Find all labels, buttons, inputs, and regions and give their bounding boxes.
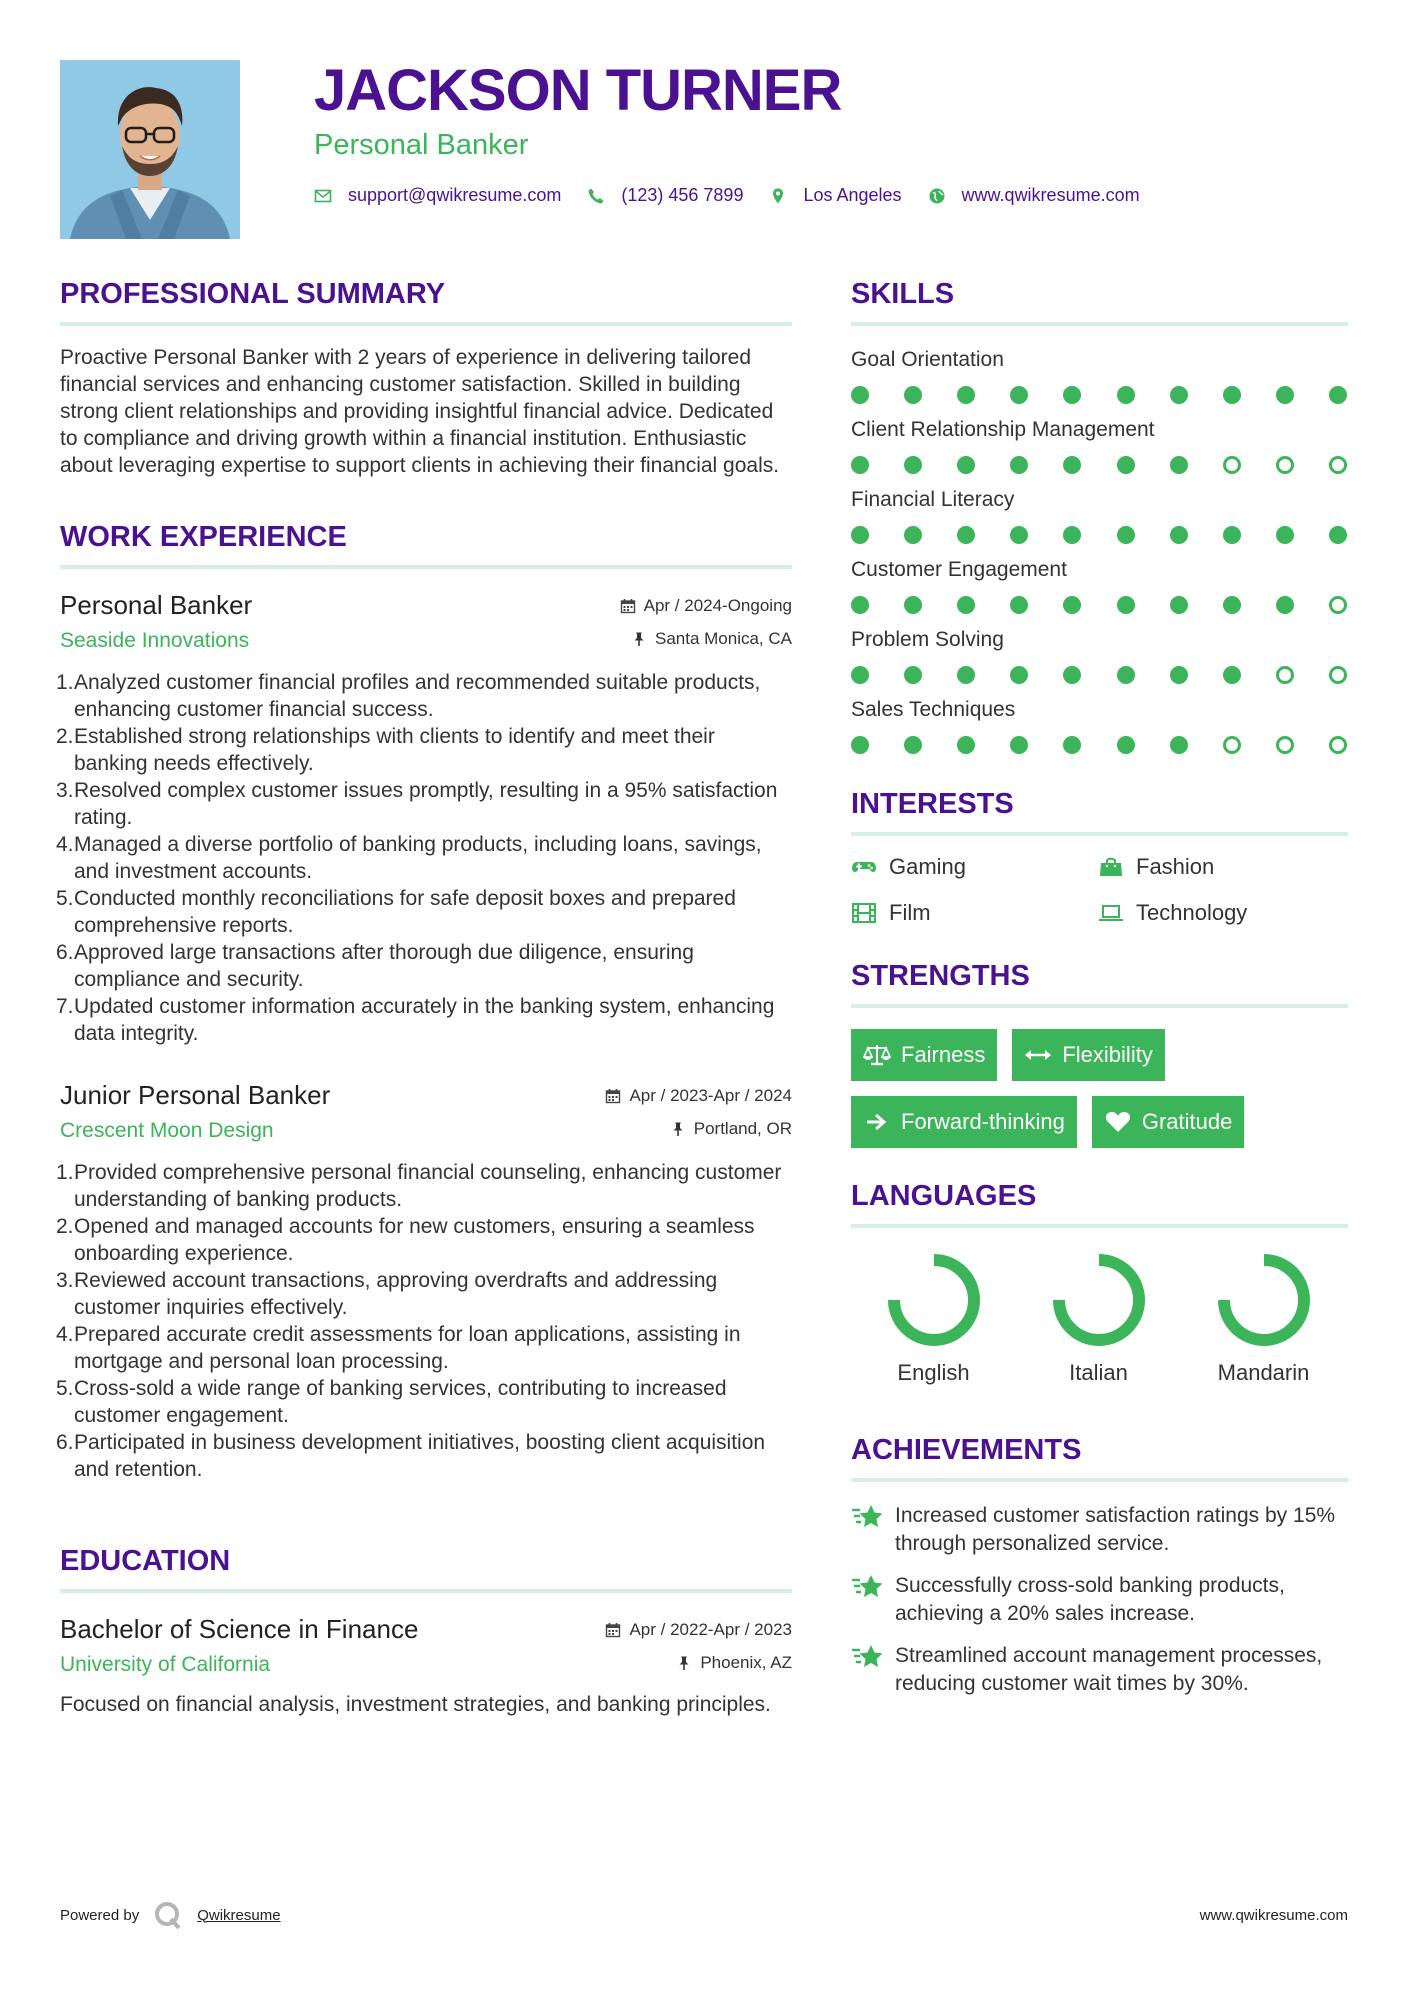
rating-dot-filled: [1170, 596, 1188, 614]
rating-dot-filled: [851, 736, 869, 754]
skill-item: [851, 556, 1348, 614]
qwikresume-link[interactable]: Qwikresume: [197, 1906, 281, 1924]
strength-label: Gratitude: [1141, 1109, 1233, 1134]
bullet-text: Participated in business development initiatives, boosting client acquisition and retention.: [74, 1431, 766, 1481]
job-location-text: Santa Monica, CA: [654, 629, 792, 648]
strength-label: Flexibility: [1062, 1042, 1153, 1067]
strengths-section: [851, 952, 1348, 1148]
bullet-item: [56, 777, 792, 831]
bullet-text: Opened and managed accounts for new customers, ensuring a seamless onboarding experience.: [74, 1215, 755, 1265]
rating-dot-filled: [904, 386, 922, 404]
language-list: [851, 1250, 1348, 1386]
summary-section: [60, 270, 792, 479]
bullet-text: Approved large transactions after thorough due diligence, ensuring compliance and security.: [74, 941, 694, 991]
bullet-number: 5.: [56, 887, 74, 910]
left-column: [56, 270, 792, 1718]
education-entry: [60, 1611, 792, 1718]
bullet-text: Resolved complex customer issues promptly, resulting in a 95% satisfaction rating.: [74, 779, 778, 829]
rating-dot-filled: [1010, 666, 1028, 684]
skill-item: [851, 486, 1348, 544]
star-award-icon: [851, 1572, 885, 1602]
bullet-number: 6.: [56, 941, 74, 964]
globe-icon: [928, 187, 946, 205]
calendar-icon: [620, 598, 636, 614]
education-section: [60, 1537, 792, 1718]
achievement-text: Increased customer satisfaction ratings by 15% through personalized service.: [895, 1504, 1336, 1555]
calendar-icon: [605, 1622, 621, 1638]
rating-dot-empty: [1276, 456, 1294, 474]
interest-label: Film: [889, 900, 931, 925]
rating-dot-empty: [1276, 736, 1294, 754]
skill-name: Problem Solving: [851, 628, 1004, 651]
experience-section: [56, 513, 792, 1483]
bullet-item: [56, 1429, 792, 1483]
rating-dot-filled: [957, 736, 975, 754]
rating-dot-filled: [1010, 456, 1028, 474]
skill-rating: [851, 666, 1348, 684]
job-bullets: [56, 669, 792, 1047]
pushpin-icon: [676, 1655, 692, 1671]
qwikresume-logo-icon: [153, 1900, 183, 1930]
star-award-icon: [851, 1502, 885, 1532]
education-heading: EDUCATION: [60, 1545, 231, 1577]
rating-dot-filled: [957, 386, 975, 404]
rating-dot-filled: [1063, 456, 1081, 474]
strength-label: Forward-thinking: [901, 1109, 1065, 1134]
rating-dot-filled: [851, 526, 869, 544]
strength-badge: [1092, 1096, 1245, 1148]
job-date: [605, 1086, 792, 1106]
skill-rating: [851, 526, 1348, 544]
rating-dot-filled: [1117, 386, 1135, 404]
rating-dot-filled: [1063, 736, 1081, 754]
map-marker-icon: [769, 187, 787, 205]
profile-photo: [60, 60, 240, 239]
rating-dot-filled: [1276, 386, 1294, 404]
interest-label: Technology: [1136, 900, 1248, 925]
bullet-number: 4.: [56, 1323, 74, 1346]
job-header: [60, 587, 792, 623]
education-date-text: Apr / 2022-Apr / 2023: [629, 1620, 792, 1639]
strength-badge: [851, 1096, 1077, 1148]
rating-dot-filled: [1276, 596, 1294, 614]
rating-dot-filled: [1223, 596, 1241, 614]
section-divider: [851, 1004, 1348, 1008]
languages-heading: LANGUAGES: [851, 1180, 1037, 1212]
bullet-item: [56, 723, 792, 777]
job-header: [60, 1077, 792, 1113]
arrows-horizontal-icon: [1024, 1043, 1052, 1067]
bullet-text: Updated customer information accurately in the banking system, enhancing data integrity.: [74, 995, 775, 1045]
bullet-item: [56, 1375, 792, 1429]
rating-dot-filled: [1010, 736, 1028, 754]
bullet-text: Provided comprehensive personal financial counseling, enhancing customer understanding of banking products.: [74, 1161, 782, 1211]
powered-by: [60, 1900, 281, 1930]
pushpin-icon: [631, 631, 647, 647]
skill-rating: [851, 736, 1348, 754]
rating-dot-filled: [1223, 386, 1241, 404]
pushpin-icon: [670, 1121, 686, 1137]
job-subheader: [60, 1113, 792, 1149]
skill-item: [851, 416, 1348, 474]
rating-dot-filled: [904, 526, 922, 544]
rating-dot-filled: [1010, 386, 1028, 404]
bullet-text: Managed a diverse portfolio of banking products, including loans, savings, and investment accounts.: [74, 833, 762, 883]
skill-rating: [851, 386, 1348, 404]
rating-dot-filled: [851, 386, 869, 404]
rating-dot-filled: [1117, 736, 1135, 754]
section-divider: [60, 322, 792, 326]
bullet-item: [56, 1321, 792, 1375]
rating-dot-empty: [1329, 596, 1347, 614]
section-divider: [60, 565, 792, 569]
rating-dot-filled: [1010, 526, 1028, 544]
rating-dot-filled: [1170, 736, 1188, 754]
language-item: [851, 1250, 1016, 1386]
rating-dot-filled: [1117, 456, 1135, 474]
skill-name: Client Relationship Management: [851, 418, 1155, 441]
company-name: Seaside Innovations: [60, 629, 250, 652]
job-bullets: [56, 1159, 792, 1483]
rating-dot-filled: [1170, 526, 1188, 544]
language-progress-arc: [1059, 1260, 1139, 1340]
rating-dot-filled: [851, 666, 869, 684]
summary-heading: PROFESSIONAL SUMMARY: [60, 278, 446, 310]
education-location: [676, 1653, 792, 1673]
bullet-text: Established strong relationships with clients to identify and meet their banking needs effectively.: [74, 725, 715, 775]
language-item: [1181, 1250, 1346, 1386]
rating-dot-empty: [1329, 736, 1347, 754]
star-award-icon: [851, 1642, 885, 1672]
strength-label: Fairness: [901, 1042, 986, 1067]
skills-heading: SKILLS: [851, 278, 955, 310]
skill-list: [851, 326, 1348, 754]
education-location-text: Phoenix, AZ: [700, 1653, 792, 1672]
bullet-item: [56, 831, 792, 885]
rating-dot-filled: [957, 596, 975, 614]
bullet-number: 2.: [56, 725, 74, 748]
strengths-heading: STRENGTHS: [851, 960, 1030, 992]
skill-item: [851, 696, 1348, 754]
bullet-text: Prepared accurate credit assessments for loan applications, assisting in mortgage and personal loan processing.: [74, 1323, 741, 1373]
job-title: Junior Personal Banker: [60, 1080, 331, 1110]
job-date-text: Apr / 2023-Apr / 2024: [629, 1086, 792, 1105]
bullet-text: Cross-sold a wide range of banking services, contributing to increased customer engagement.: [74, 1377, 727, 1427]
skills-section: [851, 270, 1348, 754]
interest-item: [1098, 854, 1348, 880]
contact-location-text: Los Angeles: [803, 185, 902, 205]
school-name: University of California: [60, 1653, 271, 1676]
rating-dot-filled: [851, 456, 869, 474]
rating-dot-empty: [1223, 736, 1241, 754]
job-date-text: Apr / 2024-Ongoing: [643, 596, 792, 615]
bullet-text: Reviewed account transactions, approving overdrafts and addressing customer inquiries effectively.: [74, 1269, 718, 1319]
achievement-list: [851, 1502, 1348, 1698]
bullet-number: 3.: [56, 779, 74, 802]
skill-name: Goal Orientation: [851, 348, 1004, 371]
language-name: Mandarin: [1217, 1360, 1310, 1385]
rating-dot-filled: [1063, 596, 1081, 614]
education-description: Focused on financial analysis, investment strategies, and banking principles.: [60, 1693, 771, 1716]
language-progress-ring: [884, 1250, 984, 1350]
rating-dot-filled: [904, 736, 922, 754]
heart-icon: [1104, 1110, 1132, 1134]
shopping-bag-icon: [1098, 856, 1124, 878]
language-progress-arc: [1224, 1260, 1304, 1340]
achievements-section: [851, 1426, 1348, 1698]
contact-email[interactable]: [314, 185, 561, 206]
job-entry: [56, 1077, 792, 1483]
contact-email-text: support@qwikresume.com: [348, 185, 562, 205]
candidate-title: Personal Banker: [314, 129, 529, 161]
job-subheader: [60, 623, 792, 659]
bullet-number: 7.: [56, 995, 74, 1018]
bullet-item: [56, 993, 792, 1047]
language-progress-arc: [894, 1260, 974, 1340]
interest-item: [851, 900, 1098, 926]
rating-dot-empty: [1329, 456, 1347, 474]
summary-text: Proactive Personal Banker with 2 years of experience in delivering tailored financial services and enhancing customer satisfaction. Skilled in building strong client relationships and providing insightful financial advice. Dedicated to compliance and driving growth within a financial institution. Enthusiastic about leveraging expertise to support clients in achieving their financial goals.: [60, 346, 780, 477]
resume-header: [314, 55, 1344, 206]
rating-dot-filled: [1063, 386, 1081, 404]
skill-name: Financial Literacy: [851, 488, 1015, 511]
bullet-number: 1.: [56, 671, 74, 694]
rating-dot-empty: [1329, 666, 1347, 684]
job-list: [56, 587, 792, 1483]
rating-dot-filled: [1223, 526, 1241, 544]
rating-dot-filled: [904, 456, 922, 474]
interest-label: Fashion: [1136, 854, 1215, 879]
skill-rating: [851, 456, 1348, 474]
rating-dot-filled: [1117, 526, 1135, 544]
contact-phone[interactable]: [587, 185, 743, 206]
bullet-item: [56, 1267, 792, 1321]
rating-dot-filled: [904, 666, 922, 684]
interest-list: [851, 854, 1348, 926]
contact-location: [769, 185, 901, 206]
bullet-number: 5.: [56, 1377, 74, 1400]
achievement-item: [851, 1642, 1348, 1698]
contact-website[interactable]: [928, 185, 1140, 206]
bullet-item: [56, 939, 792, 993]
candidate-name: JACKSON TURNER: [314, 58, 842, 123]
job-title: Personal Banker: [60, 590, 253, 620]
job-date: [620, 596, 792, 616]
language-name: English: [897, 1360, 970, 1385]
language-progress-ring: [1214, 1250, 1314, 1350]
interests-heading: INTERESTS: [851, 788, 1014, 820]
contact-bar: [314, 185, 1344, 206]
rating-dot-filled: [1117, 666, 1135, 684]
strength-badge: [1012, 1029, 1164, 1081]
envelope-icon: [314, 187, 332, 205]
rating-dot-filled: [1329, 386, 1347, 404]
skill-item: [851, 626, 1348, 684]
education-date: [605, 1620, 792, 1640]
bullet-number: 3.: [56, 1269, 74, 1292]
achievement-item: [851, 1502, 1348, 1558]
job-location: [631, 629, 792, 649]
powered-by-text: Powered by: [60, 1906, 140, 1924]
experience-heading: WORK EXPERIENCE: [60, 521, 347, 553]
skill-rating: [851, 596, 1348, 614]
rating-dot-filled: [851, 596, 869, 614]
bullet-text: Conducted monthly reconciliations for safe deposit boxes and prepared comprehensive reports.: [74, 887, 736, 937]
rating-dot-filled: [904, 596, 922, 614]
bullet-number: 1.: [56, 1161, 74, 1184]
rating-dot-filled: [1170, 386, 1188, 404]
achievement-text: Successfully cross-sold banking products, achieving a 20% sales increase.: [895, 1574, 1285, 1625]
bullet-number: 6.: [56, 1431, 74, 1454]
achievements-heading: ACHIEVEMENTS: [851, 1434, 1082, 1466]
bullet-number: 2.: [56, 1215, 74, 1238]
strength-badge: [851, 1029, 997, 1081]
rating-dot-filled: [1010, 596, 1028, 614]
contact-phone-text: (123) 456 7899: [621, 185, 744, 205]
interest-item: [1098, 900, 1348, 926]
phone-icon: [587, 187, 605, 205]
skill-item: [851, 346, 1348, 404]
rating-dot-filled: [1223, 666, 1241, 684]
rating-dot-empty: [1223, 456, 1241, 474]
job-location: [670, 1119, 792, 1139]
rating-dot-filled: [957, 666, 975, 684]
job-entry: [56, 587, 792, 1047]
achievement-text: Streamlined account management processes, reducing customer wait times by 30%.: [895, 1644, 1323, 1695]
section-divider: [851, 1224, 1348, 1228]
achievement-item: [851, 1572, 1348, 1628]
skill-name: Sales Techniques: [851, 698, 1016, 721]
rating-dot-filled: [1329, 526, 1347, 544]
contact-website-text: www.qwikresume.com: [961, 185, 1140, 205]
section-divider: [851, 832, 1348, 836]
gamepad-icon: [851, 856, 877, 878]
section-divider: [851, 1478, 1348, 1482]
interest-item: [851, 854, 1098, 880]
skill-name: Customer Engagement: [851, 558, 1067, 581]
bullet-number: 4.: [56, 833, 74, 856]
rating-dot-filled: [1276, 526, 1294, 544]
rating-dot-filled: [957, 456, 975, 474]
bullet-text: Analyzed customer financial profiles and recommended suitable products, enhancing customer financial success.: [74, 671, 761, 721]
bullet-item: [56, 1159, 792, 1213]
film-icon: [851, 902, 877, 924]
section-divider: [60, 1589, 792, 1593]
avatar-illustration: [60, 60, 240, 239]
strength-list: [851, 1029, 1348, 1148]
rating-dot-filled: [1117, 596, 1135, 614]
languages-section: [851, 1172, 1348, 1386]
page-footer: [60, 1900, 1348, 1930]
balance-scale-icon: [863, 1043, 891, 1067]
bullet-item: [56, 1213, 792, 1267]
language-progress-ring: [1049, 1250, 1149, 1350]
language-name: Italian: [1069, 1360, 1128, 1385]
rating-dot-filled: [1063, 526, 1081, 544]
footer-website[interactable]: www.qwikresume.com: [1199, 1906, 1348, 1924]
rating-dot-filled: [1170, 456, 1188, 474]
bullet-item: [56, 885, 792, 939]
company-name: Crescent Moon Design: [60, 1119, 274, 1142]
calendar-icon: [605, 1088, 621, 1104]
job-location-text: Portland, OR: [693, 1119, 792, 1138]
degree-name: Bachelor of Science in Finance: [60, 1614, 419, 1644]
interest-label: Gaming: [889, 854, 967, 879]
rating-dot-empty: [1276, 666, 1294, 684]
language-item: [1016, 1250, 1181, 1386]
rating-dot-filled: [1170, 666, 1188, 684]
interests-section: [851, 780, 1348, 926]
right-column: [851, 270, 1348, 1712]
rating-dot-filled: [957, 526, 975, 544]
bullet-item: [56, 669, 792, 723]
rating-dot-filled: [1063, 666, 1081, 684]
laptop-icon: [1098, 902, 1124, 924]
arrow-right-icon: [863, 1110, 891, 1134]
